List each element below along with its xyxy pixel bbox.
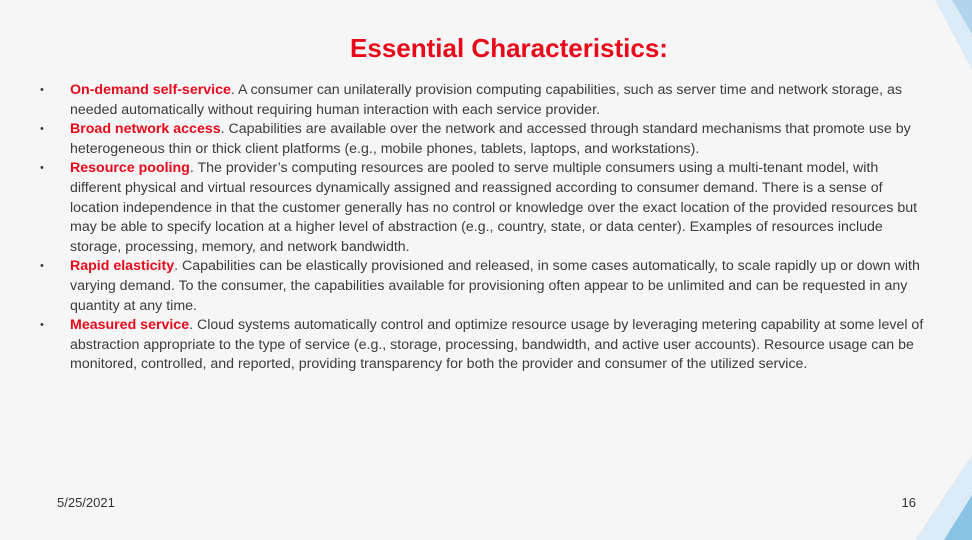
- bullet-text: . Capabilities can be elastically provisioned and released, in some cases automatically, to scale rapidly up or down with varying demand. To the consumer, the capabilities available for provisioning often appear to be unlimited and can be requested in any quantity at any time.: [70, 258, 920, 314]
- bullet-text: . Capabilities are available over the network and accessed through standard mechanisms that promote use by heterogeneous thin or thick client platforms (e.g., mobile phones, tablets, laptops, and workstations).: [70, 121, 911, 157]
- bullet-marker: •: [40, 162, 44, 175]
- bullet-text: . Cloud systems automatically control and optimize resource usage by leveraging metering capability at some level of abstraction appropriate to the type of service (e.g., storage, processing, bandwidth, and active user accounts). Resource usage can be monitored, controlled, and reported, providing transparency for both the provider and consumer of the utilized service.: [70, 317, 924, 373]
- bullet-term: Rapid elasticity: [70, 258, 175, 275]
- bullet-marker: •: [40, 260, 44, 273]
- bullet-term: Broad network access: [70, 121, 221, 138]
- bullet-resource-pooling: [40, 159, 930, 257]
- bullet-marker: •: [40, 123, 44, 136]
- bullet-text: . The provider’s computing resources are pooled to serve multiple consumers using a multi-tenant model, with different physical and virtual resources dynamically assigned and reassigned according to consumer demand. There is a sense of location independence in that the customer generally has no control or knowledge over the exact location of the provided resources but may be able to specify location at a higher level of abstraction (e.g., country, state, or data center). Examples of resources include storage, processing, memory, and network bandwidth.: [70, 160, 918, 255]
- bullet-on-demand-self-service: [40, 81, 930, 120]
- bullet-term: On-demand self-service: [70, 82, 231, 98]
- bullet-list: [40, 81, 930, 375]
- slide-title: Essential Characteristics:: [350, 33, 668, 63]
- footer-date: 5/25/2021: [57, 495, 115, 510]
- bullet-term: Resource pooling: [70, 160, 190, 177]
- bullet-broad-network-access: [40, 120, 930, 159]
- bullet-marker: •: [40, 84, 44, 96]
- bullet-term: Measured service: [70, 317, 190, 334]
- bullet-measured-service: [40, 316, 930, 375]
- bullet-rapid-elasticity: [40, 257, 930, 316]
- bullet-marker: •: [40, 319, 44, 332]
- page-number: 16: [901, 495, 916, 510]
- bullet-text: . A consumer can unilaterally provision computing capabilities, such as server time and network storage, as needed automatically without requiring human interaction with each service provider.: [70, 82, 902, 118]
